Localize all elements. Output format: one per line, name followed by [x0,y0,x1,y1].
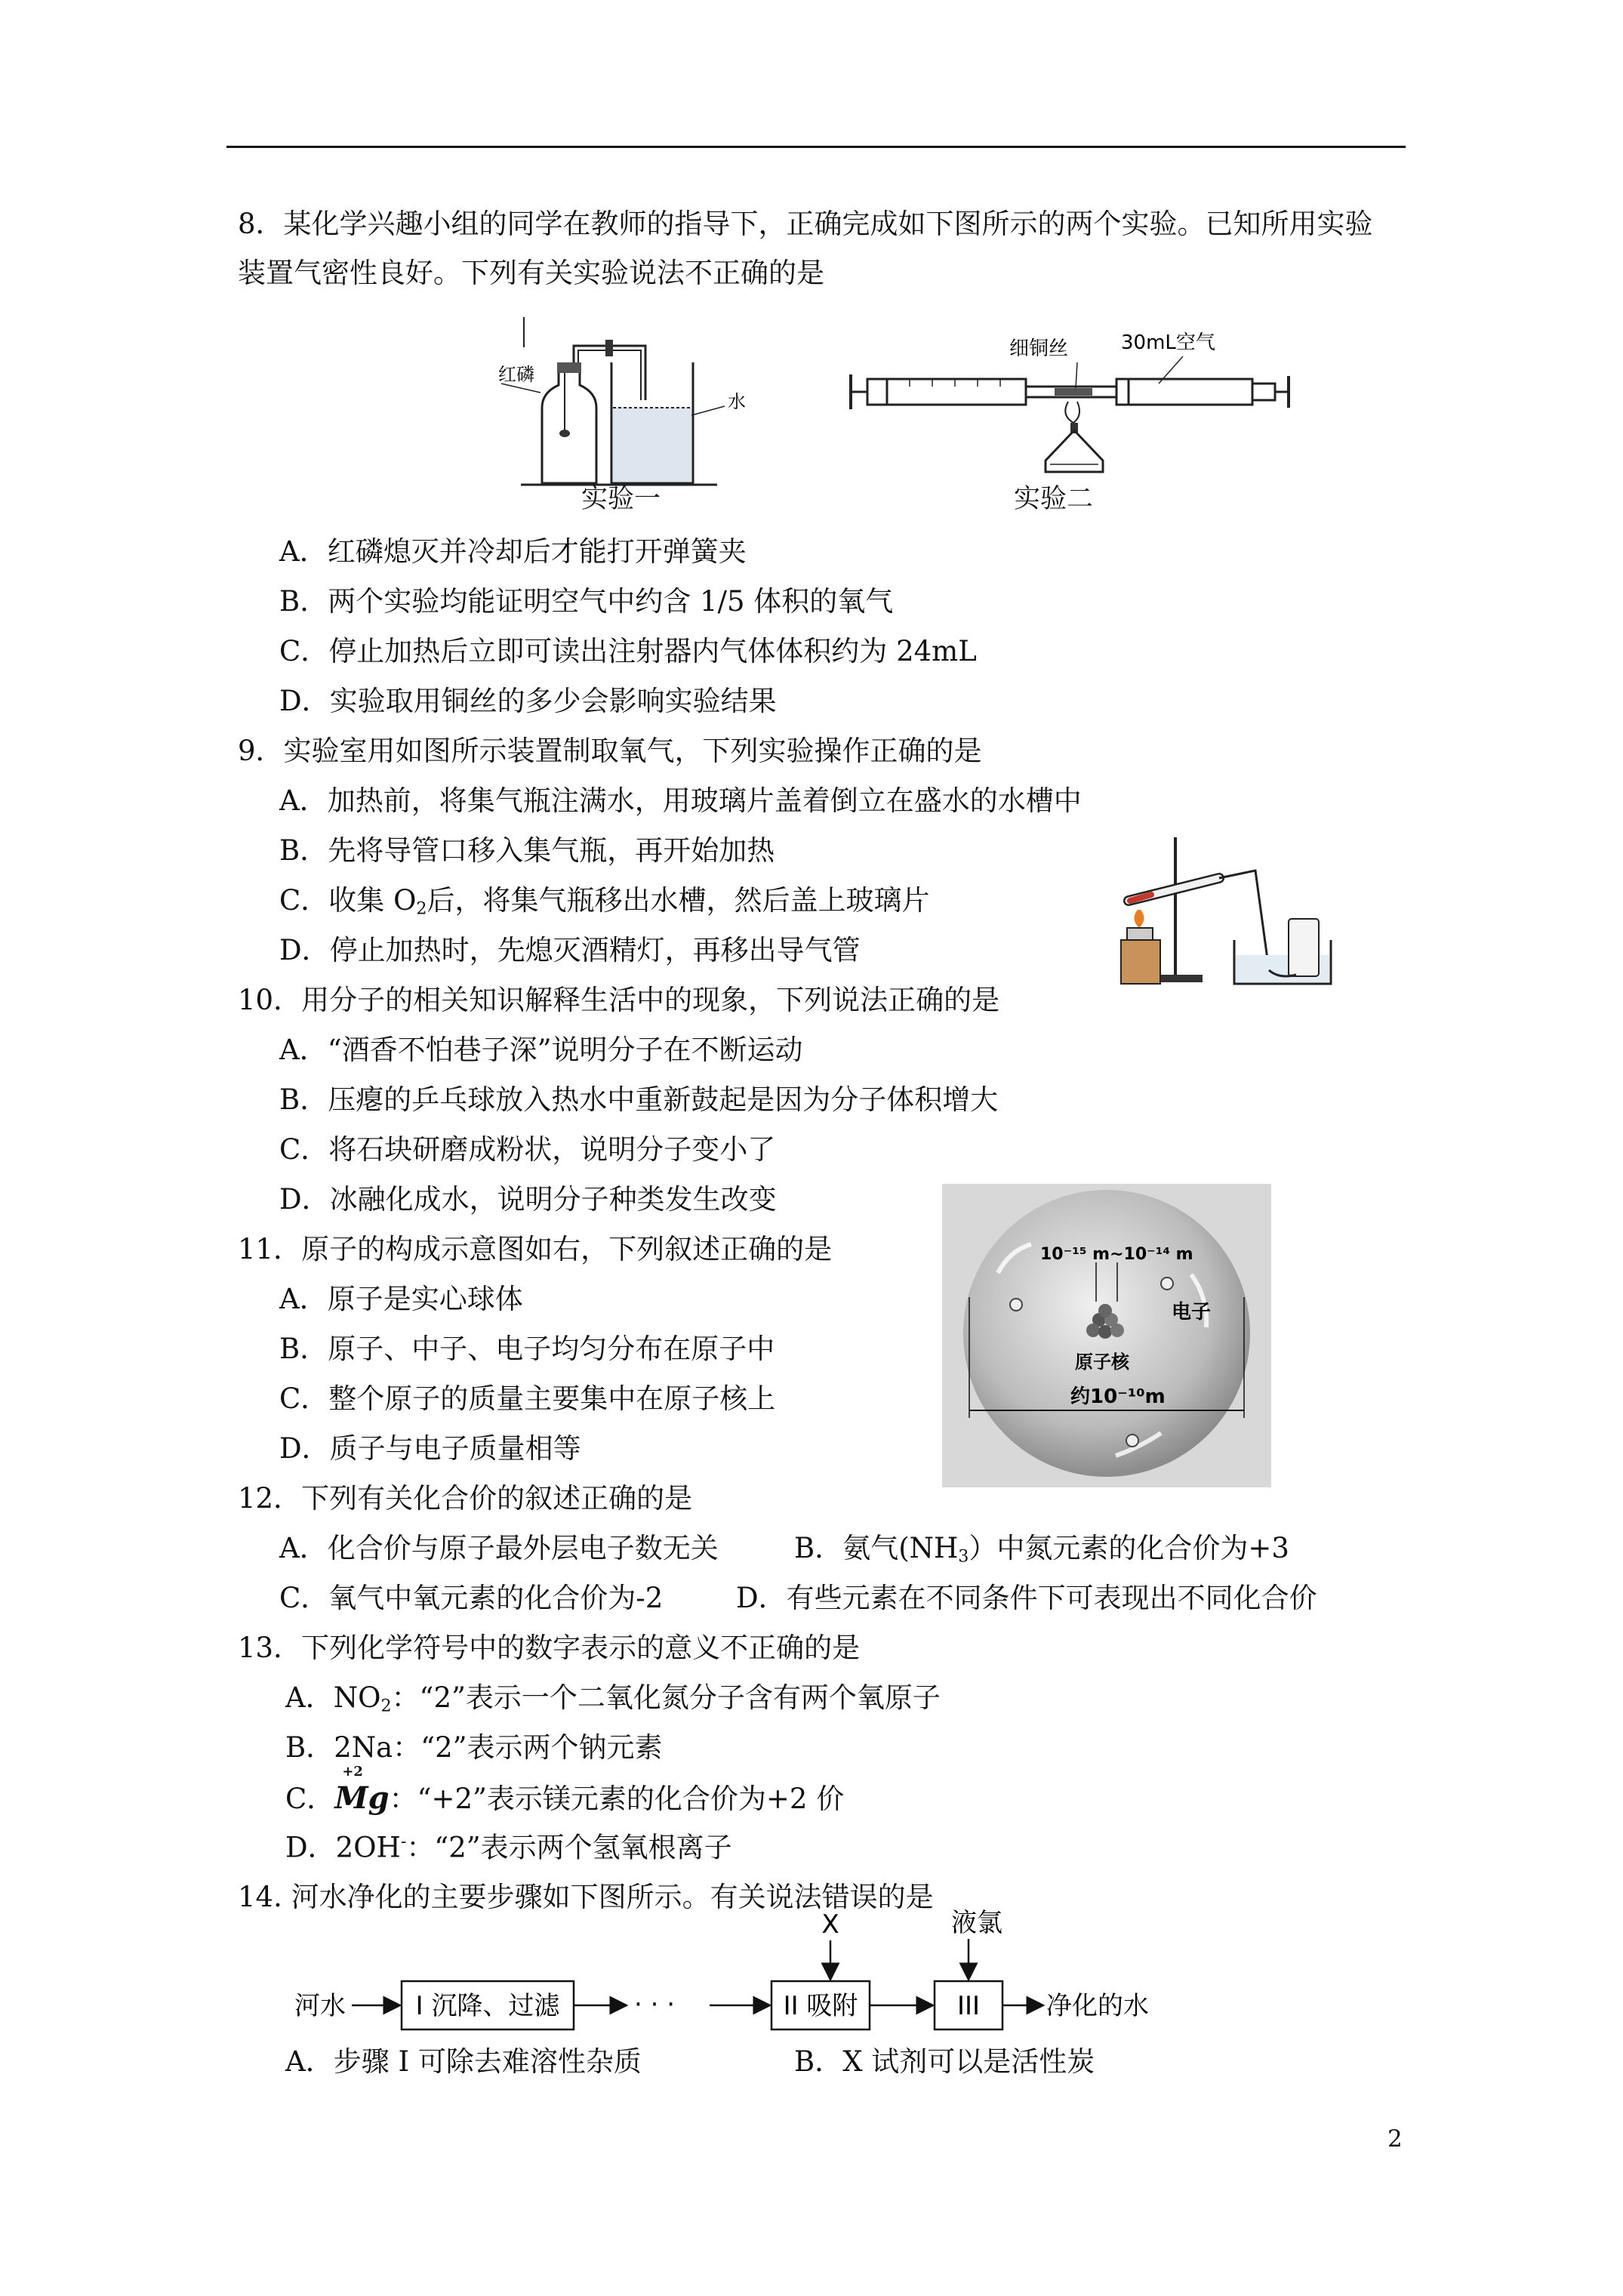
q8-stem-line1: 8．某化学兴趣小组的同学在教师的指导下，正确完成如下图所示的两个实验。已知所用实验 [238,208,1373,240]
water-label: 水 [728,391,746,412]
q10-stem: 10．用分子的相关知识解释生活中的现象，下列说法正确的是 [238,984,1000,1016]
page-number: 2 [1387,2125,1403,2153]
q12-option-b: B．氨气$(NH_3)$中氮元素的化合价为+3 [794,1532,1289,1567]
water-purification-flowchart [287,1903,1178,2039]
experiment-two-caption: 实验二 [1014,484,1094,514]
q14-stem: 14. 河水净化的主要步骤如下图所示。有关说法错误的是 [238,1881,934,1913]
q8-stem-line2: 装置气密性良好。下列有关实验说法不正确的是 [238,257,824,289]
q11-option-a: A．原子是实心球体 [279,1283,523,1315]
electron-label: 电子 [1172,1301,1212,1324]
nucleus-size-label: 10⁻¹⁵ m~10⁻¹⁴ m [1040,1245,1193,1264]
q9-stem: 9．实验室用如图所示装置制取氧气，下列实验操作正确的是 [238,735,982,767]
q11-stem: 11．原子的构成示意图如右，下列叙述正确的是 [238,1233,833,1265]
flow-output-purified-water: 净化的水 [1046,1991,1149,2021]
q12-stem: 12．下列有关化合价的叙述正确的是 [238,1482,693,1515]
q9-option-b: B．先将导管口移入集气瓶，再开始加热 [279,834,775,867]
atom-size-label: 约10⁻¹⁰m [1070,1385,1166,1408]
q13-option-b: B．2Na：“2”表示两个钠元素 [285,1731,663,1764]
q13-stem: 13．下列化学符号中的数字表示的意义不正确的是 [238,1632,861,1664]
q9-option-a: A．加热前，将集气瓶注满水，用玻璃片盖着倒立在盛水的水槽中 [279,784,1082,817]
q12-option-c: C．氧气中氧元素的化合价为-2 [279,1582,664,1614]
q12-option-a: A．化合价与原子最外层电子数无关 [279,1532,719,1564]
copper-wire-label: 细铜丝 [1009,337,1069,360]
q13-option-d: D．2OH-：“2”表示两个氢氧根离子 [285,1831,732,1864]
q11-option-c: C．整个原子的质量主要集中在原子核上 [279,1382,776,1415]
flow-step3-label: III [956,1991,981,2021]
experiment-two-figure [842,317,1302,491]
flow-liquid-chlorine: 液氯 [951,1908,1002,1938]
q13-option-c: C． +2 Mg：“+2”表示镁元素的化合价为+2 价 [285,1764,845,1816]
q8-option-d: D．实验取用铜丝的多少会影响实验结果 [279,685,777,717]
q11-option-d: D．质子与电子质量相等 [279,1432,581,1465]
q14-option-a: A．步骤 I 可除去难溶性杂质 [285,2045,642,2078]
q10-option-b: B．压瘪的乒乓球放入热水中重新鼓起是因为分子体积增大 [279,1083,999,1116]
q8-option-a: A．红磷熄灭并冷却后才能打开弹簧夹 [279,535,747,568]
atom-structure-figure [942,1184,1271,1487]
q8-option-b: B．两个实验均能证明空气中约含 1/5 体积的氧气 [279,585,894,618]
q9-option-c: C．收集 $O_2$后，将集气瓶移出水槽，然后盖上玻璃片 [279,884,930,919]
nucleus-label: 原子核 [1075,1351,1129,1373]
q10-option-c: C．将石块研磨成粉状，说明分子变小了 [279,1133,776,1166]
air-volume-label: 30mL空气 [1121,331,1215,354]
q11-option-b: B．原子、中子、电子均匀分布在原子中 [279,1333,775,1365]
flow-step2-label: II 吸附 [783,1991,858,2021]
red-phosphorus-label: 红磷 [498,364,534,385]
flow-step1-label: I 沉降、过滤 [415,1991,560,2021]
q9-option-d: D．停止加热时，先熄灭酒精灯，再移出导气管 [279,934,861,966]
q10-option-d: D．冰融化成水，说明分子种类发生改变 [279,1183,777,1216]
q13-option-a: A．$NO_2$：“2”表示一个二氧化氮分子含有两个氧原子 [285,1681,941,1716]
experiment-one-caption: 实验一 [581,484,661,514]
q12-option-d: D．有些元素在不同条件下可表现出不同化合价 [736,1582,1317,1614]
flow-reagent-x: X [821,1909,839,1940]
flow-dots: · · · [634,1989,676,2020]
q10-option-a: A．“酒香不怕巷子深”说明分子在不断运动 [279,1034,803,1066]
flow-input-river-water: 河水 [294,1991,346,2021]
header-rule [226,146,1406,148]
oxygen-apparatus-figure [1091,834,1340,989]
q14-option-b: B．X 试剂可以是活性炭 [794,2045,1095,2078]
q8-option-c: C．停止加热后立即可读出注射器内气体体积约为 24mL [279,635,977,667]
